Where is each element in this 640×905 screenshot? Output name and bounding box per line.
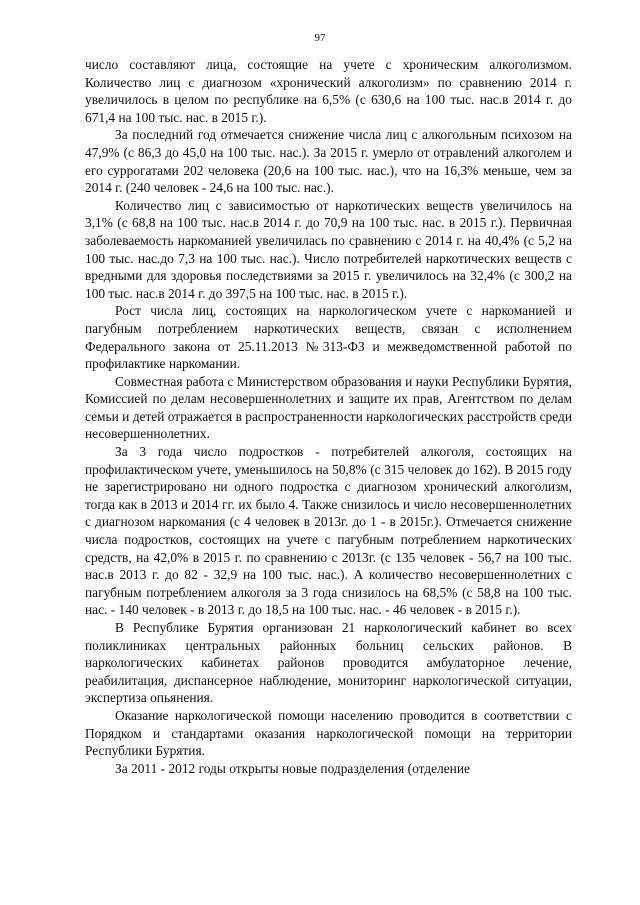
paragraph-new-units: За 2011 - 2012 годы открыты новые подразделения (отделение: [115, 760, 470, 776]
paragraph-alcoholism-registered: число составляют лица, состоящие на учете с хроническим алкоголизмом. Количество лиц с диагнозом «хронический алкоголизм» по сравнению 2014 г. увеличилось в целом по республике на 6,5% (с 630,6 на 100 тыс. нас.в 2014 г. до 671,4 на 100 тыс. нас. в 2015 г.).: [85, 57, 572, 125]
paragraph-drug-dependence: Количество лиц с зависимостью от наркотических веществ увеличилось на 3,1% (с 68,8 на 100 тыс. нас.в 2014 г. до 70,9 на 100 тыс. нас. в 2015 г.). Первичная заболеваемость наркоманией увеличилась по сравнению с 2014 г. на 40,4% (с 5,2 на 100 тыс. нас.до 7,3 на 100 тыс. нас.). Число потребителей наркотических веществ с вредными для здоровья последствиями за 2015 г. увеличилось на 32,4% (с 300,2 на 100 тыс. нас.в 2014 г. до 397,5 на 100 тыс. нас. в 2015 г.).: [85, 197, 572, 301]
paragraph-registration-growth: Рост числа лиц, состоящих на наркологическом учете с наркоманией и пагубным потреблением наркотических веществ, связан с исполнением Федерального закона от 25.11.2013 №313-ФЗ и межведомственной работой по профилактике наркомании.: [85, 303, 572, 372]
page-number: 97: [314, 32, 326, 44]
paragraph-alcoholic-psychosis: За последний год отмечается снижение числа лиц с алкогольным психозом на 47,9% (с 86,3 до 45,0 на 100 тыс. нас.). За 2015 г. умерло от отравлений алкоголем и его суррогатами 202 человека (20,6 на 100 тыс. нас.), что на 16,3% меньше, чем за 2014 г. (240 человек - 24,6 на 100 тыс. нас.).: [85, 127, 572, 196]
paragraph-joint-work: Совместная работа с Министерством образования и науки Республики Бурятия, Комиссией по делам несовершеннолетних и защите их прав, Агентством по делам семьи и детей отражается в распространенности наркологических расстройств среди несовершеннолетних.: [85, 373, 572, 442]
document-body: [85, 56, 572, 777]
paragraph-narcology-offices: В Республике Бурятия организован 21 наркологический кабинет во всех поликлиниках центральных районных больниц сельских районов. В наркологических кабинетах районов проводится амбулаторное лечение, реабилитация, диспансерное наблюдение, мониторинг наркологической ситуации, экспертиза опьянения.: [85, 620, 572, 706]
paragraph-care-standards: Оказание наркологической помощи населению проводится в соответствии с Порядком и стандартами оказания наркологической помощи на территории Республики Бурятия.: [85, 707, 572, 759]
paragraph-adolescents: За 3 года число подростков - потребителей алкоголя, состоящих на профилактическом учете, уменьшилось на 50,8% (с 315 человек до 162). В 2015 году не зарегистрировано ни одного подростка с диагнозом хронический алкоголизм, тогда как в 2013 и 2014 гг. их было 4. Также снизилось и число несовершеннолетних с диагнозом наркомания (с 4 человек в 2013г. до 1 - в 2015г.). Отмечается снижение числа подростков, состоящих на учете с пагубным потреблением наркотических средств, на 42,0% в 2015 г. по сравнению с 2013г. (с 135 человек - 56,7 на 100 тыс. нас.в 2013 г. до 82 - 32,9 на 100 тыс. нас.). А количество несовершеннолетних с пагубным потреблением алкоголя за 3 года снизилось на 68,5% (с 58,8 на 100 тыс. нас. - 140 человек - в 2013 г. до 18,5 на 100 тыс. нас. - 46 человек - в 2015 г.).: [85, 444, 572, 618]
